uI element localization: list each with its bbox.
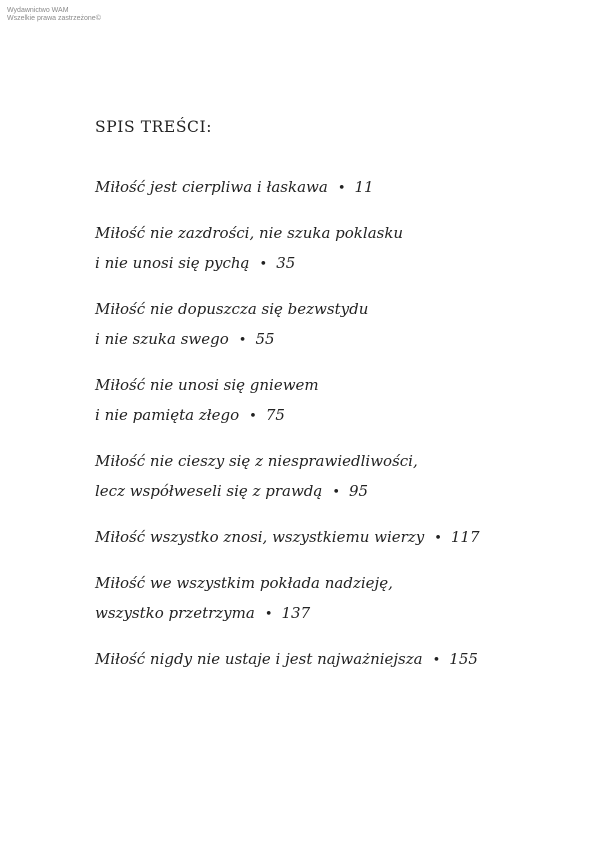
toc-separator: • — [259, 257, 268, 272]
toc-entry — [95, 568, 480, 628]
toc-entry-text: Miłość jest cierpliwa i łaskawa — [95, 178, 328, 196]
toc-entry-text: Miłość nie cieszy się z niesprawiedliwości, — [95, 452, 418, 470]
toc-entry — [95, 644, 480, 674]
toc-entry — [95, 522, 480, 552]
toc-entry-line — [95, 522, 480, 552]
toc-entry-page: 11 — [354, 178, 374, 196]
toc-entry — [95, 446, 480, 506]
toc-entry-text: wszystko przetrzyma — [95, 604, 255, 622]
toc-separator: • — [238, 333, 247, 348]
toc-list — [95, 172, 480, 690]
toc-entry-page: 155 — [449, 650, 478, 668]
toc-separator: • — [264, 607, 273, 622]
toc-entry-page: 55 — [255, 330, 275, 348]
toc-entry-line — [95, 370, 480, 400]
toc-entry-line — [95, 598, 480, 628]
toc-entry-text: Miłość wszystko znosi, wszystkiemu wierzy — [95, 528, 425, 546]
toc-separator: • — [434, 531, 442, 546]
watermark-copyright: Wszelkie prawa zastrzeżone© — [7, 15, 101, 22]
toc-entry-text: Miłość nie unosi się gniewem — [95, 376, 319, 394]
toc-separator: • — [337, 181, 346, 196]
toc-entry-text: Miłość nie zazdrości, nie szuka poklasku — [95, 224, 404, 242]
toc-entry-line — [95, 446, 480, 476]
toc-separator: • — [249, 409, 257, 424]
toc-separator: • — [432, 653, 441, 668]
toc-title: SPIS TREŚCI: — [95, 118, 213, 136]
toc-entry-line — [95, 400, 480, 430]
toc-entry-text: i nie pamięta złego — [95, 406, 240, 424]
toc-entry-text: i nie unosi się pychą — [95, 254, 250, 272]
toc-entry-line — [95, 324, 480, 354]
toc-entry-text: Miłość nigdy nie ustaje i jest najważniejsza — [95, 650, 423, 668]
toc-entry-line — [95, 476, 480, 506]
toc-entry-line — [95, 248, 480, 278]
toc-entry — [95, 294, 480, 354]
toc-entry-line — [95, 294, 480, 324]
toc-entry-line — [95, 644, 480, 674]
watermark-publisher: Wydawnictwo WAM — [7, 7, 69, 14]
toc-entry-text: Miłość nie dopuszcza się bezwstydu — [95, 300, 369, 318]
toc-entry-page: 137 — [281, 604, 311, 622]
toc-entry-line — [95, 568, 480, 598]
publisher-watermark — [7, 7, 101, 23]
toc-entry-page: 35 — [276, 254, 296, 272]
toc-entry-text: i nie szuka swego — [95, 330, 229, 348]
toc-entry — [95, 172, 480, 202]
toc-entry-page: 117 — [450, 528, 480, 546]
toc-entry-line — [95, 218, 480, 248]
toc-entry-page: 75 — [265, 406, 285, 424]
toc-entry — [95, 218, 480, 278]
toc-separator: • — [332, 485, 341, 500]
toc-entry-text: Miłość we wszystkim pokłada nadzieję, — [95, 574, 393, 592]
toc-entry-text: lecz współweseli się z prawdą — [95, 482, 323, 500]
toc-entry-page: 95 — [349, 482, 369, 500]
toc-entry — [95, 370, 480, 430]
toc-entry-line — [95, 172, 480, 202]
